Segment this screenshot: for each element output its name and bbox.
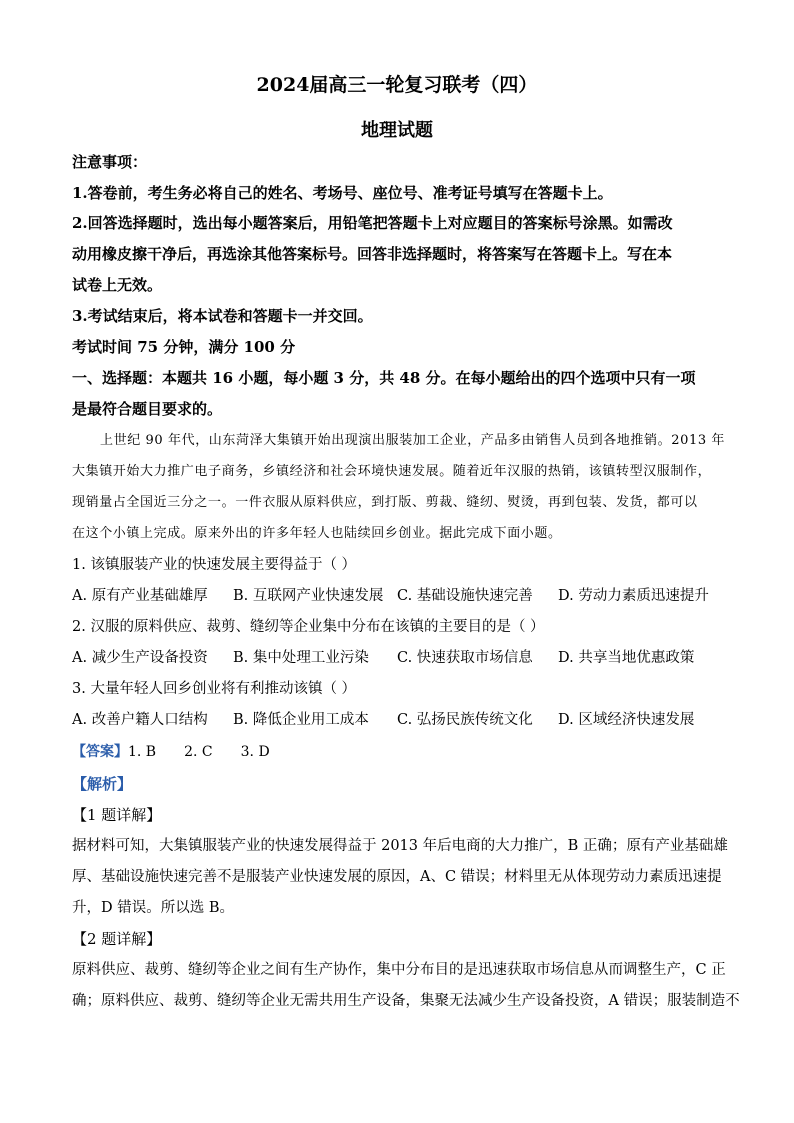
question-3-option-a: A. 改善户籍人口结构 <box>72 712 208 728</box>
notice-item-1: 1.答卷前，考生务必将自己的姓名、考场号、座位号、准考证号填写在答题卡上。 <box>72 184 613 202</box>
notice-item-2-line-2: 动用橡皮擦干净后，再选涂其他答案标号。回答非选择题时，将答案写在答题卡上。写在本 <box>72 245 673 263</box>
question-1-option-a: A. 原有产业基础雄厚 <box>72 588 208 604</box>
exam-time: 考试时间 75 分钟，满分 100 分 <box>72 338 296 356</box>
notice-item-3: 3.考试结束后，将本试卷和答题卡一并交回。 <box>72 307 373 325</box>
notice-item-2-line-1: 2.回答选择题时，选出每小题答案后，用铅笔把答题卡上对应题目的答案标号涂黑。如需改 <box>72 214 673 232</box>
exam-title: 2024届高三一轮复习联考（四） <box>256 74 538 96</box>
question-1-option-c: C. 基础设施快速完善 <box>397 588 533 604</box>
q2-detail-line-1: 原料供应、裁剪、缝纫等企业之间有生产协作，集中分布目的是迅速获取市场信息从而调整生产，C 正 <box>72 962 726 978</box>
question-1-option-b: B. 互联网产业快速发展 <box>233 588 384 604</box>
question-2-option-d: D. 共享当地优惠政策 <box>558 650 695 666</box>
q1-detail-label: 【1 题详解】 <box>72 806 162 824</box>
q2-detail-line-2: 确；原料供应、裁剪、缝纫等企业无需共用生产设备，集聚无法减少生产设备投资，A 错误；服装制造不 <box>72 993 740 1009</box>
section-heading-line-1: 一、选择题：本题共 16 小题，每小题 3 分，共 48 分。在每小题给出的四个选项中只有一项 <box>72 369 696 387</box>
question-1-stem: 1. 该镇服装产业的快速发展主要得益于（ ） <box>72 557 357 573</box>
answer-2: 2. C <box>184 744 213 760</box>
question-2-option-a: A. 减少生产设备投资 <box>72 650 208 666</box>
q1-detail-line-2: 厚、基础设施快速完善不是服装产业快速发展的原因，A、C 错误；材料里无从体现劳动力素质迅速提 <box>72 869 722 885</box>
notice-item-2-line-3: 试卷上无效。 <box>72 276 163 294</box>
passage-line-4: 在这个小镇上完成。原来外出的许多年轻人也陆续回乡创业。据此完成下面小题。 <box>72 526 562 541</box>
answer-line <box>72 742 270 762</box>
answer-3: 3. D <box>240 744 270 760</box>
question-2-option-c: C. 快速获取市场信息 <box>397 650 533 666</box>
q2-detail-label: 【2 题详解】 <box>72 930 162 948</box>
answer-label: 【答案】 <box>72 744 128 760</box>
q1-detail-line-1: 据材料可知，大集镇服装产业的快速发展得益于 2013 年后电商的大力推广，B 正确；原有产业基础雄 <box>72 838 728 854</box>
notice-heading: 注意事项： <box>72 153 148 171</box>
exam-subtitle: 地理试题 <box>361 120 433 141</box>
question-1-option-d: D. 劳动力素质迅速提升 <box>558 588 709 604</box>
analysis-label: 【解析】 <box>72 775 133 793</box>
question-3-option-b: B. 降低企业用工成本 <box>233 712 369 728</box>
question-2-option-b: B. 集中处理工业污染 <box>233 650 369 666</box>
question-3-stem: 3. 大量年轻人回乡创业将有利推动该镇（ ） <box>72 681 357 697</box>
section-heading-line-2: 是最符合题目要求的。 <box>72 400 223 418</box>
question-3-option-c: C. 弘扬民族传统文化 <box>397 712 533 728</box>
passage-line-1: 上世纪 90 年代，山东菏泽大集镇开始出现演出服装加工企业，产品多由销售人员到各地推销。2013 年 <box>100 433 726 448</box>
question-3-option-d: D. 区域经济快速发展 <box>558 712 695 728</box>
passage-line-3: 现销量占全国近三分之一。一件衣服从原料供应，到打版、剪裁、缝纫、熨烫，再到包装、发货，都可以 <box>72 495 698 510</box>
q1-detail-line-3: 升，D 错误。所以选 B。 <box>72 900 234 916</box>
question-2-stem: 2. 汉服的原料供应、裁剪、缝纫等企业集中分布在该镇的主要目的是（ ） <box>72 619 545 635</box>
passage-line-2: 大集镇开始大力推广电子商务，乡镇经济和社会环境快速发展。随着近年汉服的热销，该镇转型汉服制作， <box>72 464 712 479</box>
answer-1: 1. B <box>128 744 157 760</box>
